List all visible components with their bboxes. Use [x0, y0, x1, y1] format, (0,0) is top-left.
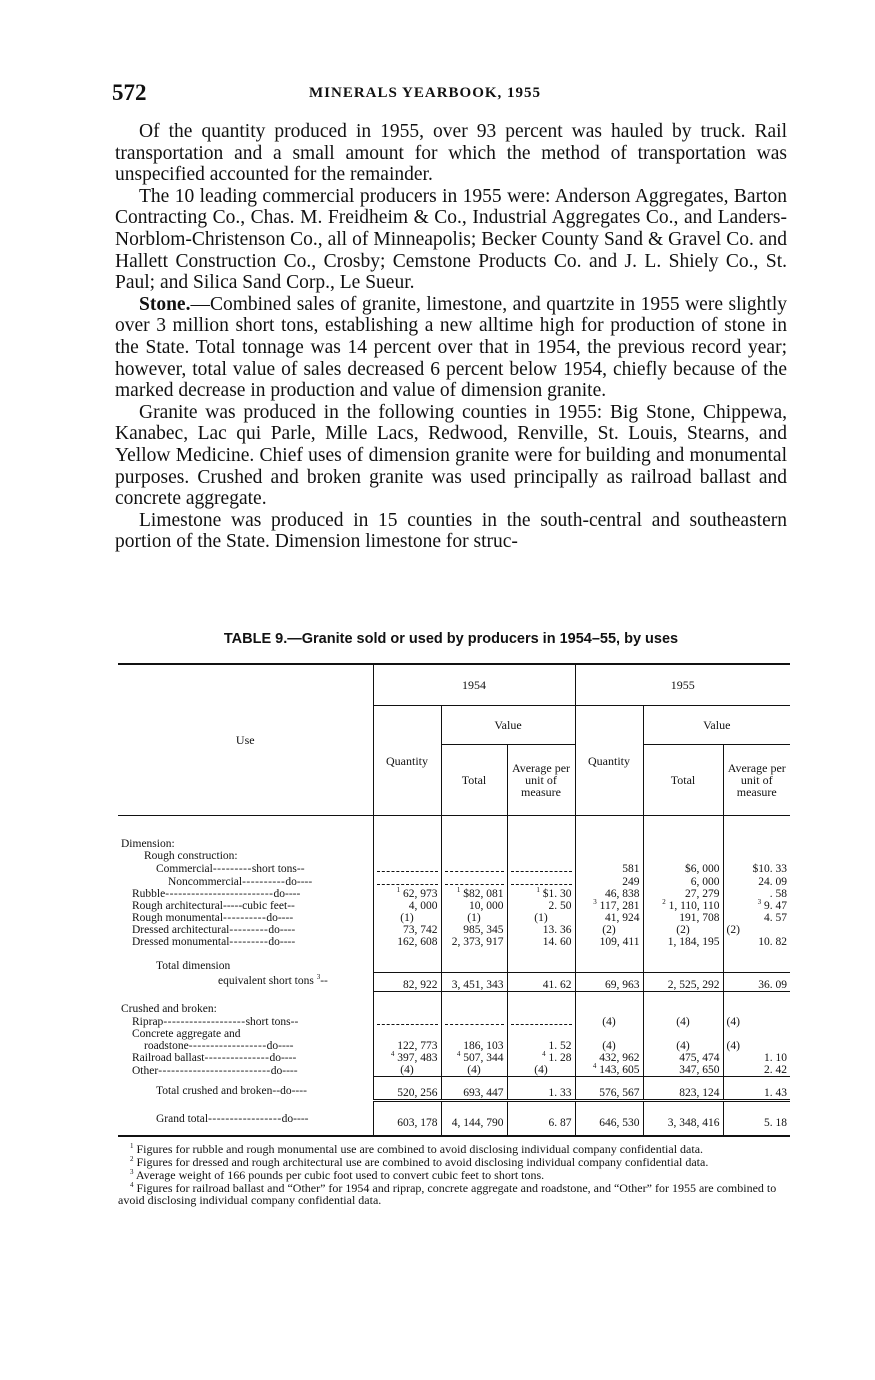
- table-cell: 24. 09: [723, 875, 790, 888]
- footnote-mark: 4: [130, 1181, 134, 1189]
- page-header: [112, 80, 792, 108]
- table-cell: 520, 256: [373, 1077, 441, 1101]
- table-cell: (4): [723, 1040, 790, 1052]
- row-label: roadstone: [144, 1040, 189, 1052]
- col-header-value-1954: Value: [441, 706, 575, 745]
- paragraph: Of the quantity produced in 1955, over 93 percent was hauled by truck. Rail transportation and a small amount for which the method of transportation was unspecified accounted for the remainder.: [115, 121, 787, 186]
- table-cell: 1, 184, 195: [643, 936, 723, 948]
- table-cell: 507, 344: [463, 1052, 504, 1064]
- row-label: Dressed monumental: [132, 936, 230, 948]
- row-label: Grand total: [156, 1112, 209, 1125]
- row-label: Railroad ballast: [132, 1052, 205, 1064]
- footnote: [118, 1156, 790, 1168]
- col-header-total-1954: Total: [441, 745, 507, 816]
- footnote-text: Figures for dressed and rough architectural use are combined to avoid disclosing individual company confidential data.: [136, 1155, 709, 1169]
- table-row: Grand total-----------------do---- 603, 178 4, 144, 790 6. 87 646, 530 3, 348, 416 5. 18: [118, 1101, 790, 1129]
- table-cell: 432, 962: [575, 1052, 643, 1064]
- table-cell: 27, 279: [643, 888, 723, 900]
- granite-table: [118, 663, 790, 1137]
- table-cell: 36. 09: [723, 972, 790, 991]
- table-cell: (4): [441, 1064, 507, 1077]
- footnote-ref: 1: [456, 886, 461, 895]
- footnote-ref: 2: [662, 898, 666, 907]
- footnote-text: Figures for railroad ballast and “Other” for 1954 and riprap, concrete aggregate and roadstone, and “Other” for 1955 are combined to avoid disclosing individual company confidential data.: [118, 1181, 777, 1207]
- paragraph: The 10 leading commercial producers in 1955 were: Anderson Aggregates, Barton Contracting Co., Chas. M. Freidheim & Co., Industrial Aggregates Co., and Landers-Norblom-Christenson Co., all of Minneapolis; Becker County Sand & Gravel Co. and Hallett Construction Co., Crosby; Cemstone Products Co. and J. L. Shiely Co., St. Paul; and Silica Sand Corp., Le Sueur.: [115, 185, 787, 294]
- table-row: Noncommercial----------do---- 249 6, 000 24. 09: [118, 875, 790, 888]
- table-cell: 2. 42: [723, 1064, 790, 1077]
- table-row: Total crushed and broken--do---- 520, 256 693, 447 1. 33 576, 567 823, 124 1. 43: [118, 1077, 790, 1101]
- table-cell: 1. 28: [548, 1052, 572, 1064]
- table-cell: 249: [575, 875, 643, 888]
- table-cell: (4): [373, 1064, 441, 1077]
- row-unit: do: [268, 924, 280, 936]
- table-row: Rubble-------------------------do---- $^1$ 62, 973 $^1$ $82, 081 $^1$ $1. 30 46, 838 27, 279 . 58: [118, 888, 790, 900]
- row-label: Other: [132, 1064, 159, 1077]
- col-header-avg-1955: Average per unit of measure: [723, 745, 790, 816]
- body-text: [115, 121, 787, 553]
- row-unit: do: [270, 1064, 283, 1077]
- table-cell: 10. 82: [723, 936, 790, 948]
- table-cell: $6, 000: [643, 862, 723, 875]
- row-unit: do: [269, 1052, 281, 1064]
- table-cell: 646, 530: [575, 1101, 643, 1129]
- footnote-mark: 2: [130, 1155, 134, 1163]
- row-label: Commercial: [156, 863, 213, 875]
- table-cell: (4): [723, 1015, 790, 1028]
- footnote-ref: 1: [536, 886, 540, 895]
- col-header-use: Use: [118, 664, 373, 816]
- table-cell: 1. 43: [723, 1077, 790, 1101]
- col-header-quantity-1954: Quantity: [373, 706, 441, 816]
- footnote-text: Average weight of 166 pounds per cubic foot used to convert cubic feet to short tons.: [135, 1168, 545, 1182]
- footnote-ref: 1: [396, 886, 401, 895]
- table-cell: (4): [643, 1015, 723, 1028]
- table-cell: (2): [723, 924, 790, 936]
- table-cell: 14. 60: [507, 936, 575, 948]
- paragraph-text: —Combined sales of granite, limestone, and quartzite in 1955 were slightly over 3 million short tons, establishing a new alltime high for production of stone in the State. Total tonnage was 14 percent over that in 1954, the previous record year; however, total value of sales decreased 6 percent below 1954, chiefly because of the marked decrease in production and value of dimension granite.: [115, 293, 787, 402]
- table-cell: (1): [507, 912, 575, 924]
- table-row: Riprap-------------------short tons-- (4) (4) (4): [118, 1015, 790, 1028]
- table-cell: . 58: [723, 888, 790, 900]
- table-cell: 4, 000: [373, 900, 441, 912]
- col-header-avg-1954: Average per unit of measure: [507, 745, 575, 816]
- section-label: Rough construction:: [144, 850, 238, 862]
- page-number: 572: [112, 80, 147, 105]
- footnote-ref: 3: [593, 898, 597, 907]
- table-cell: 10, 000: [441, 900, 507, 912]
- section-label: Crushed and broken:: [121, 1003, 217, 1015]
- table-row: Dressed monumental---------do---- 162, 608 2, 373, 917 14. 60 109, 411 1, 184, 195 10. 82: [118, 936, 790, 948]
- table-cell: 5. 18: [723, 1101, 790, 1129]
- table-cell: (4): [507, 1064, 575, 1077]
- table-cell: $82, 081: [463, 888, 504, 900]
- table-cell: 6. 87: [507, 1101, 575, 1129]
- table-cell: (4): [575, 1040, 643, 1052]
- section-label: Dimension:: [121, 838, 175, 850]
- table-cell: 2, 525, 292: [643, 972, 723, 991]
- table-cell: 13. 36: [507, 924, 575, 936]
- table-cell: 9. 47: [764, 900, 787, 912]
- paragraph: Limestone was produced in 15 counties in the south-central and southeastern portion of the State. Dimension limestone for struc-: [115, 509, 787, 553]
- table-cell: 823, 124: [643, 1077, 723, 1101]
- row-label: equivalent short tons: [218, 975, 314, 987]
- footnote-mark: 3: [130, 1168, 134, 1176]
- table-cell: 2, 373, 917: [441, 936, 507, 948]
- row-unit: do: [268, 936, 280, 948]
- row-label: Riprap: [132, 1016, 164, 1028]
- table-cell: 576, 567: [575, 1077, 643, 1101]
- row-label: Total crushed and broken: [156, 1084, 273, 1097]
- table-cell: 3, 348, 416: [643, 1101, 723, 1129]
- row-unit: cubic feet: [242, 900, 288, 912]
- table-row: Railroad ballast---------------do---- $^4$ 397, 483 $^4$ 507, 344 $^4$ 1. 28 432, 962 475, 474 1. 10: [118, 1052, 790, 1064]
- row-unit: do: [273, 888, 285, 900]
- row-label: Total dimension: [156, 960, 231, 972]
- table-row: Other--------------------------do---- (4) (4) (4) $^4$ 143, 605 347, 650 2. 42: [118, 1064, 790, 1077]
- footnote-ref: 4: [592, 1062, 597, 1071]
- table-cell: 581: [575, 862, 643, 875]
- paragraph-lead: Stone.: [139, 293, 191, 315]
- row-unit: do: [266, 1040, 279, 1052]
- table-cell: 41, 924: [575, 912, 643, 924]
- footnote-ref: 4: [542, 1050, 546, 1059]
- table-cell: 693, 447: [441, 1077, 507, 1101]
- table-cell: (2): [575, 924, 643, 936]
- table-cell: 122, 773: [373, 1040, 441, 1052]
- col-header-value-1955: Value: [643, 706, 790, 745]
- table-cell: 1. 10: [723, 1052, 790, 1064]
- table-cell: 143, 605: [599, 1064, 640, 1076]
- table-row: Rough architectural-----cubic feet-- 4, 000 10, 000 2. 50 $^3$ 117, 281 $^2$ 1, 110, 110 $^3$ 9. 47: [118, 900, 790, 912]
- table-cell: 4. 57: [723, 912, 790, 924]
- row-label: Noncommercial: [168, 876, 243, 888]
- table-cell: 603, 178: [373, 1101, 441, 1129]
- footnote: [118, 1182, 790, 1206]
- row-label: Rubble: [132, 888, 166, 900]
- row-label: Dressed architectural: [132, 924, 230, 936]
- row-label: Rough monumental: [132, 912, 224, 924]
- table-cell: 6, 000: [643, 875, 723, 888]
- table-cell: (4): [575, 1015, 643, 1028]
- table-row: Rough monumental----------do---- (1) (1) (1) 41, 924 191, 708 4. 57: [118, 912, 790, 924]
- table-cell: $1. 30: [542, 888, 572, 900]
- table-row: equivalent short tons $^3$-- 82, 922 3, 451, 343 41. 62 69, 963 2, 525, 292 36. 09: [118, 972, 790, 991]
- table-cell: 109, 411: [575, 936, 643, 948]
- row-label: Rough architectural: [132, 900, 224, 912]
- table-cell: 62, 973: [403, 888, 438, 900]
- footnote-mark: 1: [130, 1142, 134, 1150]
- table-cell: 1. 33: [507, 1077, 575, 1101]
- table-cell: 41. 62: [507, 972, 575, 991]
- row-unit: do: [280, 1084, 292, 1097]
- col-header-total-1955: Total: [643, 745, 723, 816]
- footnote: [118, 1143, 790, 1155]
- table-title: TABLE 9.—Granite sold or used by producers in 1954–55, by uses: [223, 631, 679, 647]
- col-header-1954: 1954: [373, 664, 575, 706]
- footnote-ref: 4: [456, 1050, 461, 1059]
- table-cell: 397, 483: [397, 1052, 438, 1064]
- running-title: MINERALS YEARBOOK, 1955: [309, 85, 542, 101]
- row-unit: do: [281, 1112, 294, 1125]
- footnote: [118, 1169, 790, 1181]
- paragraph: [115, 294, 787, 402]
- row-unit: do: [285, 876, 297, 888]
- table-row: Commercial---------short tons-- 581 $6, 000 $10. 33: [118, 862, 790, 875]
- table-cell: (1): [373, 912, 441, 924]
- table-row: Dressed architectural---------do---- 73, 742 985, 345 13. 36 (2) (2) (2): [118, 924, 790, 936]
- footnote-ref: 4: [390, 1050, 395, 1059]
- table-cell: 46, 838: [575, 888, 643, 900]
- col-header-quantity-1955: Quantity: [575, 706, 643, 816]
- table-cell: 3, 451, 343: [441, 972, 507, 991]
- table-cell: (1): [441, 912, 507, 924]
- table-cell: 73, 742: [373, 924, 441, 936]
- table-cell: 69, 963: [575, 972, 643, 991]
- table-cell: $10. 33: [723, 862, 790, 875]
- col-header-1955: 1955: [575, 664, 790, 706]
- footnote-ref: 3: [316, 973, 321, 982]
- table-cell: (2): [643, 924, 723, 936]
- table-cell: 1. 52: [507, 1040, 575, 1052]
- table-cell: 985, 345: [441, 924, 507, 936]
- paragraph: Granite was produced in the following counties in 1955: Big Stone, Chippewa, Kanabec, Lac qui Parle, Mille Lacs, Redwood, Renville, St. Louis, Stearns, and Yellow Medicine. Chief uses of dimension granite were for building and monumental purposes. Crushed and broken granite was used principally as railroad ballast and concrete aggregate.: [115, 401, 787, 510]
- table-cell: (4): [643, 1040, 723, 1052]
- table-cell: 186, 103: [441, 1040, 507, 1052]
- table-cell: 475, 474: [643, 1052, 723, 1064]
- table-cell: 347, 650: [643, 1064, 723, 1077]
- table-cell: 82, 922: [373, 972, 441, 991]
- footnotes: [118, 1143, 790, 1207]
- row-unit: do: [266, 912, 278, 924]
- table-cell: 2. 50: [507, 900, 575, 912]
- row-label: Concrete aggregate and: [132, 1028, 241, 1040]
- table-cell: 117, 281: [599, 900, 640, 912]
- footnote-text: Figures for rubble and rough monumental use are combined to avoid disclosing individual company confidential data.: [136, 1142, 704, 1156]
- table-cell: 4, 144, 790: [441, 1101, 507, 1129]
- row-unit: short tons: [251, 863, 297, 875]
- table-cell: 162, 608: [373, 936, 441, 948]
- table-cell: 1, 110, 110: [668, 900, 720, 912]
- table-row: roadstone------------------do---- 122, 773 186, 103 1. 52 (4) (4) (4): [118, 1040, 790, 1052]
- row-unit: short tons: [245, 1016, 291, 1028]
- table-cell: 191, 708: [643, 912, 723, 924]
- footnote-ref: 3: [757, 898, 762, 907]
